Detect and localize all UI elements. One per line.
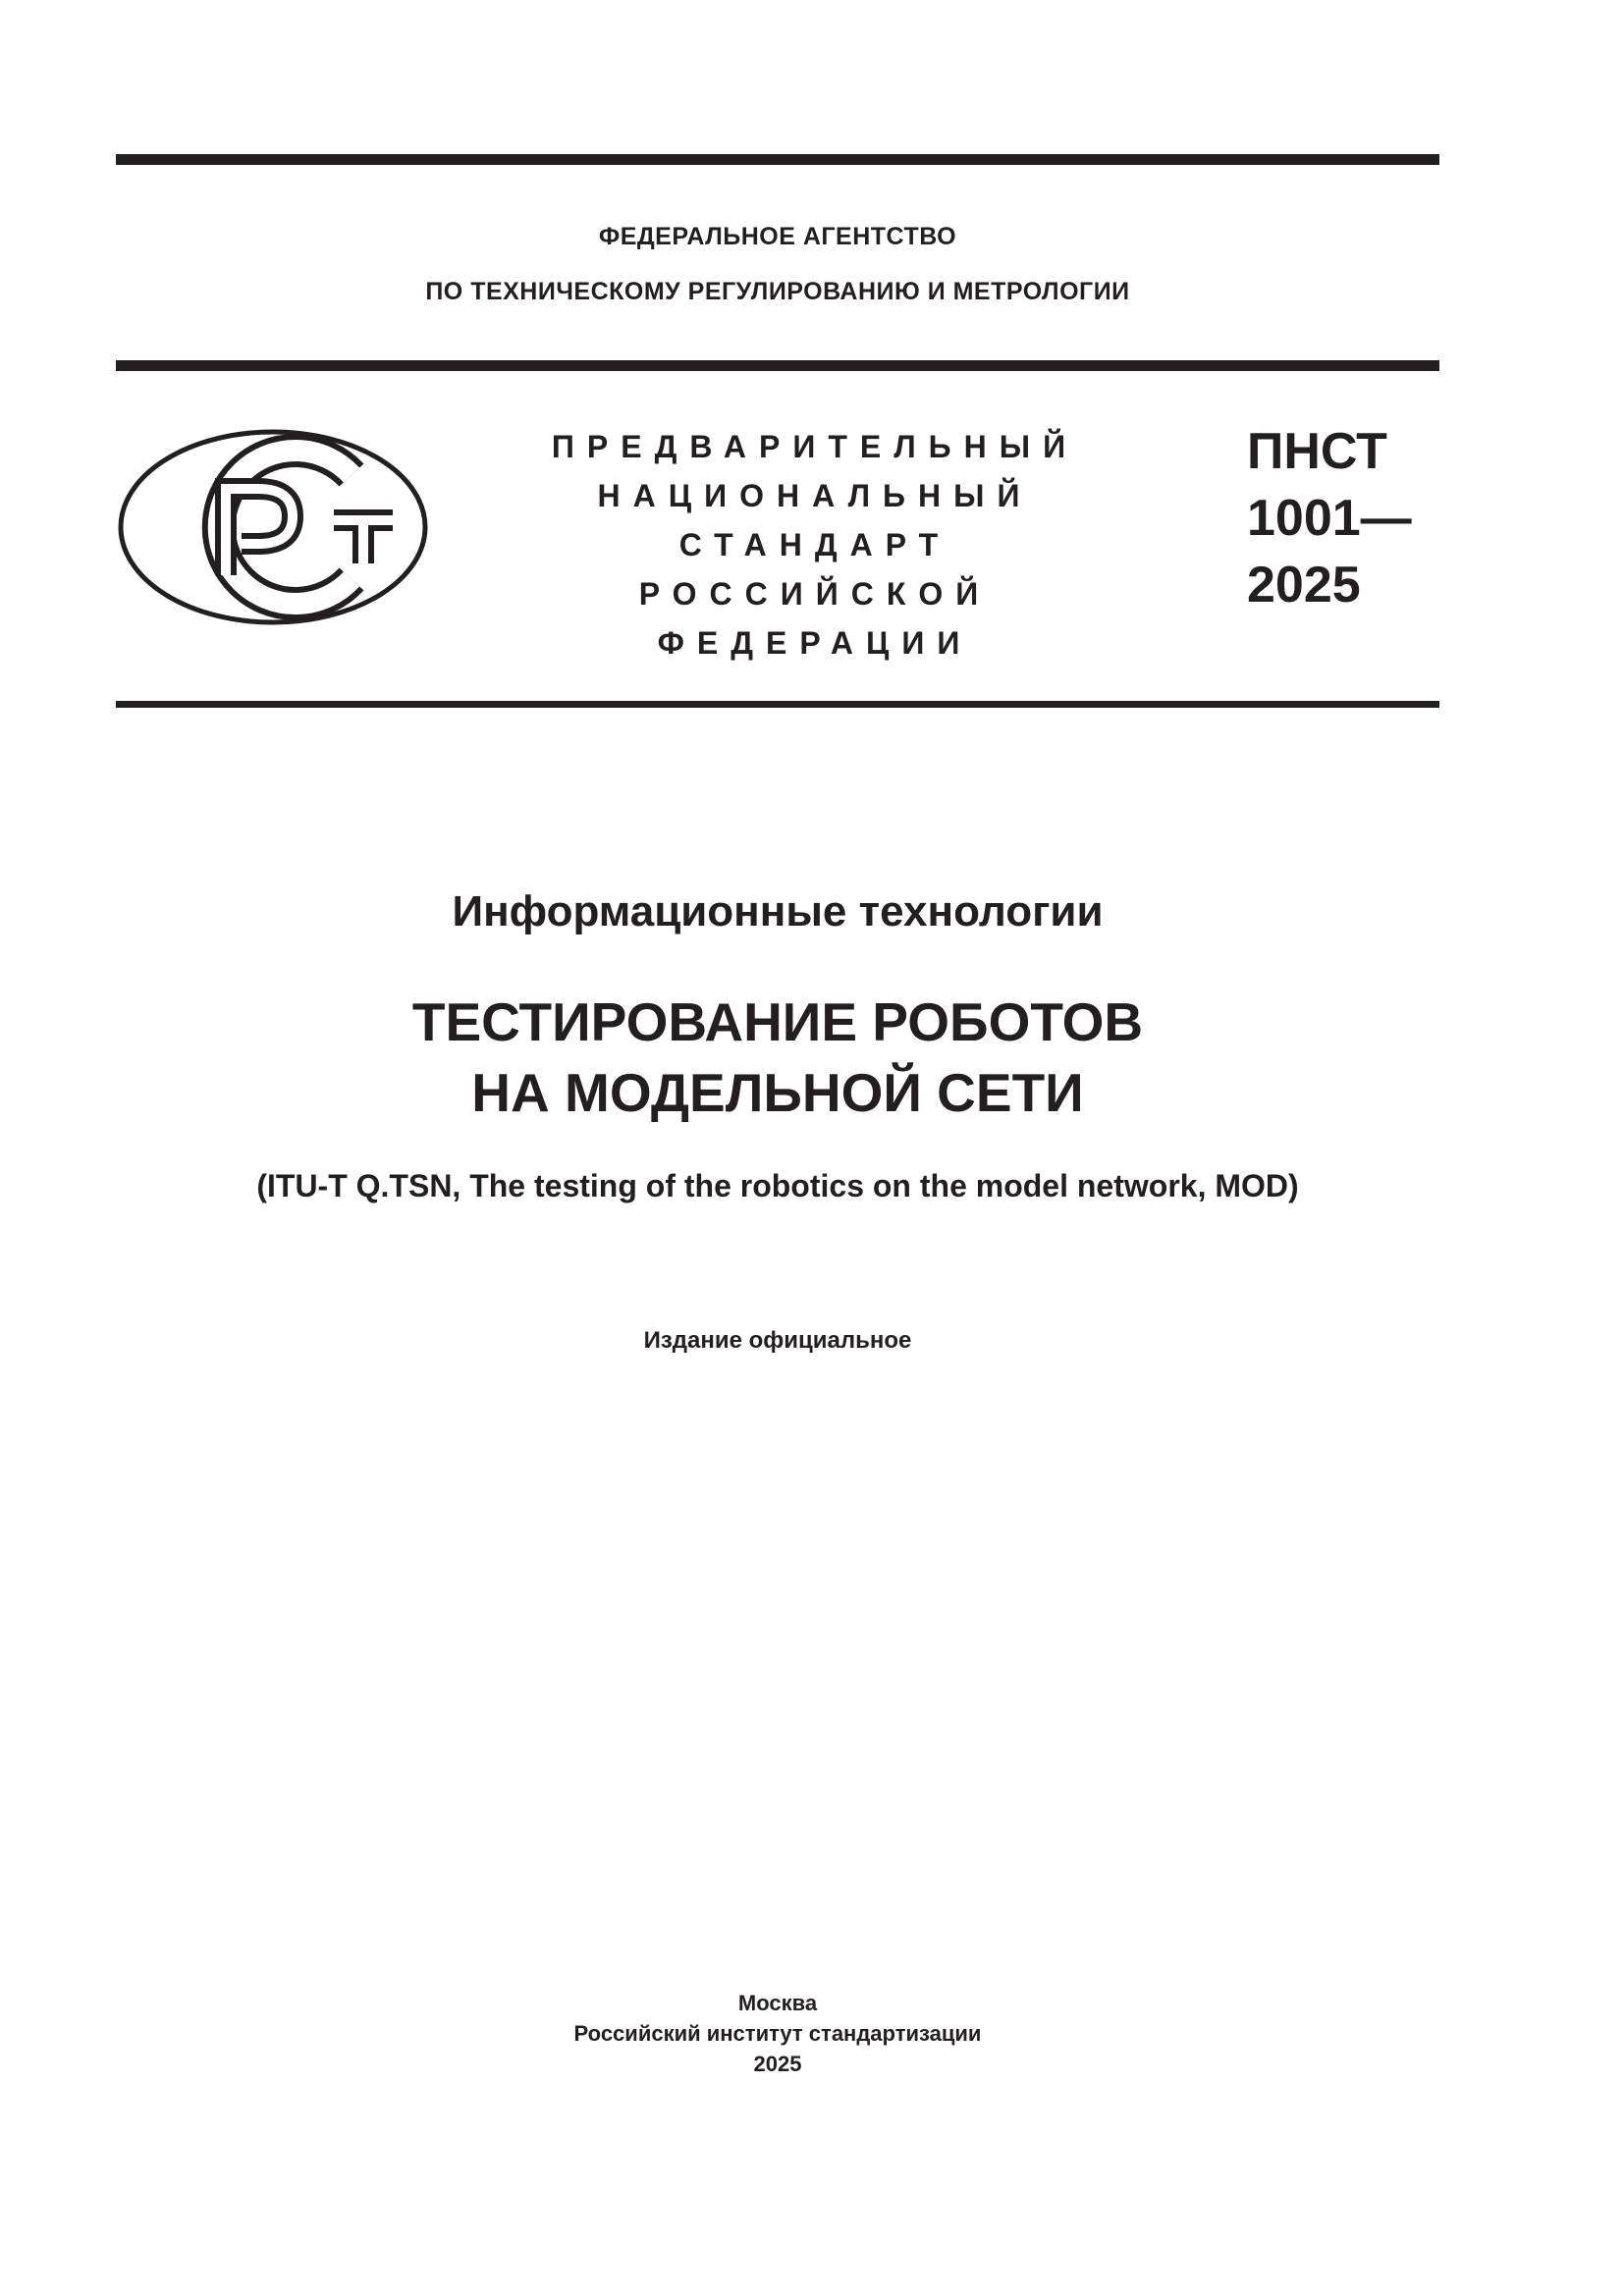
top-rule [116,154,1439,165]
standard-type-line: РОССИЙСКОЙ [638,576,992,612]
title-line-2: НА МОДЕЛЬНОЙ СЕТИ [471,1062,1084,1123]
header-rule [116,360,1439,371]
international-reference: (ITU-T Q.TSN, The testing of the robotics on the model network, MOD) [256,1168,1299,1203]
title-line-1: ТЕСТИРОВАНИЕ РОБОТОВ [411,991,1144,1052]
imprint [116,1988,1439,2079]
imprint-publisher: Российский институт стандартизации [573,2021,982,2046]
standard-type [550,422,1080,667]
agency-line-1: ФЕДЕРАЛЬНОЕ АГЕНТСТВО [598,223,957,250]
agency-line-2: ПО ТЕХНИЧЕСКОМУ РЕГУЛИРОВАНИЮ И МЕТРОЛОГИИ [425,278,1130,305]
edition-note: Издание официальное [643,1327,912,1354]
standard-designation [1247,418,1412,618]
gost-r-seal-icon [116,428,430,626]
header-bottom-rule [116,701,1439,708]
standard-type-line: СТАНДАРТ [678,527,951,562]
designation-number: 1001— [1247,490,1412,547]
designation-year: 2025 [1247,557,1361,614]
imprint-city: Москва [737,1991,818,2015]
imprint-year: 2025 [753,2052,802,2076]
document-title [116,987,1439,1128]
standard-type-line: ПРЕДВАРИТЕЛЬНЫЙ [551,429,1079,464]
standard-type-line: НАЦИОНАЛЬНЫЙ [597,478,1033,513]
document-subject: Информационные технологии [452,887,1104,935]
designation-code: ПНСТ [1247,423,1387,480]
standard-type-line: ФЕДЕРАЦИИ [657,625,973,661]
